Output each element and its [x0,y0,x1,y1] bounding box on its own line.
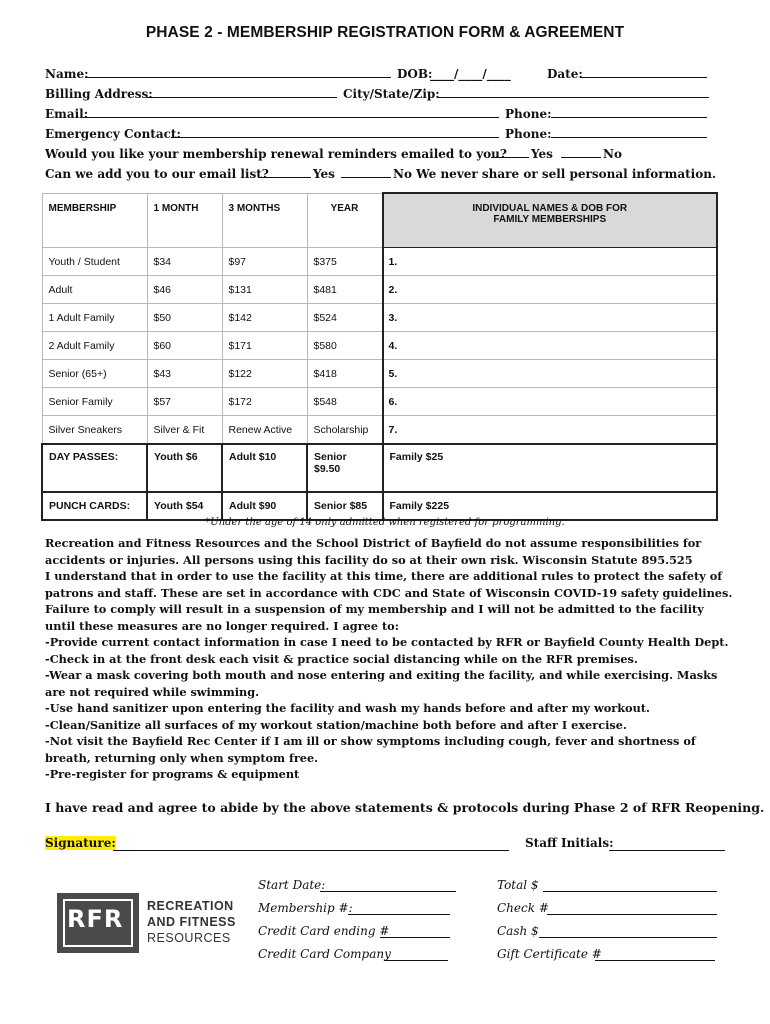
agreement-item: -Not visit the Bayfield Rec Center if I am ill or show symptoms including cough, fever and shortness of breath, returning only when symptom free. [45,734,696,765]
day-passes-label: DAY PASSES: [42,444,147,492]
family-member-slot[interactable]: 5. [383,360,718,388]
membership-type: 2 Adult Family [42,332,147,360]
table-row [42,304,717,332]
day-pass-adult: Adult $10 [222,444,307,492]
agreement-item: -Clean/Sanitize all surfaces of my workout station/machine both before and after I exercise. [45,717,627,732]
day-passes-row [42,444,717,492]
table-row [42,360,717,388]
day-pass-senior [307,444,383,492]
header-year: YEAR [307,193,383,248]
header-membership: MEMBERSHIP [42,193,147,248]
table-row [42,388,717,416]
day-pass-senior-label: Senior [314,451,347,463]
price-1-month: $34 [147,248,222,276]
card-ending-label: Credit Card ending # [258,924,390,938]
contact-fields [45,64,725,184]
family-member-slot[interactable]: 2. [383,276,718,304]
table-row [42,248,717,276]
date-field[interactable] [581,64,707,78]
start-date-field[interactable] [320,878,456,892]
table-header-row [42,193,717,248]
city-label: City/State/Zip: [343,87,440,101]
price-3-months: $97 [222,248,307,276]
price-3-months: $171 [222,332,307,360]
email-list-question: Can we add you to our email list? [45,167,269,181]
price-3-months: $142 [222,304,307,332]
phone-field[interactable] [551,104,707,118]
price-1-month: $57 [147,388,222,416]
phone2-field[interactable] [551,124,707,138]
email-label: Email: [45,107,89,121]
family-member-slot[interactable]: 4. [383,332,718,360]
name-label: Name: [45,67,89,81]
logo-line1: RECREATION [147,899,234,913]
start-date-label: Start Date: [258,878,326,892]
staff-initials-label: Staff Initials: [525,836,614,850]
liability-paragraph: Recreation and Fitness Resources and the School District of Bayfield do not assume responsibilities for accidents or injuries. All persons using this facility do so at their own risk. Wisconsin Statute 895.525 [45,536,702,567]
dob-label: DOB: [397,67,433,81]
day-pass-family: Family $25 [383,444,718,492]
membership-type: Senior Family [42,388,147,416]
membership-number-field[interactable] [348,901,450,915]
price-1-month: $43 [147,360,222,388]
price-year: $580 [307,332,383,360]
cash-field[interactable] [539,924,717,938]
reminders-no-label: No [603,147,622,161]
membership-type: Silver Sneakers [42,416,147,445]
signature-label: Signature: [45,836,116,850]
price-1-month: $60 [147,332,222,360]
date-label: Date: [547,67,583,81]
gift-certificate-label: Gift Certificate # [497,947,602,961]
punch-cards-row [42,492,717,520]
city-field[interactable] [437,84,709,98]
family-member-slot[interactable]: 1. [383,248,718,276]
phone-label: Phone: [505,107,552,121]
list-yes-label: Yes [313,167,335,181]
check-label: Check # [497,901,549,915]
price-1-month: $50 [147,304,222,332]
reminders-yes-field[interactable] [491,144,529,158]
emergency-field[interactable] [171,124,499,138]
logo-line2: AND FITNESS [147,915,236,929]
liability-statement [45,535,735,783]
covid-rules-paragraph: I understand that in order to use the facility at this time, there are additional rules to protect the safety of patrons and staff. These are set in accordance with CDC and State of Wisconsin COVID-19 safety guidelines. Failure to comply will result in a suspension of my membership and I will not be admitted to the facility until these measures are no longer required. I agree to: [45,569,733,633]
agreement-item: -Pre-register for programs & equipment [45,767,300,781]
office-use-right [497,874,602,966]
membership-type: Senior (65+) [42,360,147,388]
day-pass-senior-price: $9.50 [314,463,341,475]
agreement-item: -Use hand sanitizer upon entering the facility and wash my hands before and after my workout. [45,701,650,715]
staff-initials-field[interactable] [609,837,725,851]
rfr-logo-text: RFR [67,905,124,933]
table-row [42,416,717,445]
agreement-statement: I have read and agree to abide by the above statements & protocols during Phase 2 of RFR Reopening. [45,800,765,815]
price-year: $418 [307,360,383,388]
age-footnote: *Under the age of 14 only admitted when registered for programming. [205,517,565,528]
punch-card-senior: Senior $85 [307,492,383,520]
membership-type: Youth / Student [42,248,147,276]
check-field[interactable] [547,901,717,915]
rfr-logo-mark [57,893,139,953]
rfr-logo [57,893,247,953]
price-3-months: $131 [222,276,307,304]
price-year: $481 [307,276,383,304]
table-row [42,332,717,360]
punch-card-adult: Adult $90 [222,492,307,520]
list-yes-field[interactable] [259,164,311,178]
total-label: Total $ [497,878,539,892]
family-header-line1: INDIVIDUAL NAMES & DOB FOR [472,203,628,214]
price-year: $375 [307,248,383,276]
email-field[interactable] [83,104,499,118]
punch-card-youth: Youth $54 [147,492,222,520]
reminders-question: Would you like your membership renewal reminders emailed to you? [45,147,507,161]
family-member-slot[interactable]: 3. [383,304,718,332]
emergency-label: Emergency Contact: [45,127,181,141]
phone2-label: Phone: [505,127,552,141]
form-title: PHASE 2 - MEMBERSHIP REGISTRATION FORM & AGREEMENT [145,24,625,41]
family-member-slot[interactable]: 6. [383,388,718,416]
header-1-month: 1 MONTH [147,193,222,248]
membership-number-label: Membership #: [258,901,353,915]
price-year: $548 [307,388,383,416]
list-no-field[interactable] [341,164,391,178]
gift-certificate-field[interactable] [595,947,715,961]
program-scholarship: Scholarship [307,416,383,445]
family-header-line2: FAMILY MEMBERSHIPS [493,214,607,225]
signature-field[interactable] [113,837,509,851]
card-ending-field[interactable] [380,924,450,938]
punch-cards-label: PUNCH CARDS: [42,492,147,520]
program-silver-fit: Silver & Fit [147,416,222,445]
cash-label: Cash $ [497,924,539,938]
card-company-label: Credit Card Company [258,947,391,961]
day-pass-youth: Youth $6 [147,444,222,492]
list-no-label: No We never share or sell personal information. [393,167,717,181]
signature-row [45,836,725,854]
table-row [42,276,717,304]
agreement-item: -Wear a mask covering both mouth and nose entering and exiting the facility, and while exercising. Masks are not required while swimming. [45,668,718,699]
agreement-item: -Provide current contact information in case I need to be contacted by RFR or Bayfield County Health Dept. [45,635,729,649]
reminders-yes-label: Yes [531,147,553,161]
billing-field[interactable] [147,84,337,98]
agreement-item: -Check in at the front desk each visit & practice social distancing while on the RFR premises. [45,651,638,666]
family-member-slot[interactable]: 7. [383,416,718,445]
card-company-field[interactable] [384,947,448,961]
reminders-no-field[interactable] [561,144,601,158]
price-year: $524 [307,304,383,332]
header-3-months: 3 MONTHS [222,193,307,248]
dob-field[interactable]: ____/____/____ [430,67,511,81]
membership-type: 1 Adult Family [42,304,147,332]
logo-line3: RESOURCES [147,931,231,945]
price-3-months: $122 [222,360,307,388]
billing-label: Billing Address: [45,87,153,101]
total-field[interactable] [543,878,717,892]
punch-card-family: Family $225 [383,492,718,520]
program-renew-active: Renew Active [222,416,307,445]
price-3-months: $172 [222,388,307,416]
office-use-left [258,874,391,966]
name-field[interactable] [85,64,391,78]
membership-table [41,192,718,521]
membership-type: Adult [42,276,147,304]
price-1-month: $46 [147,276,222,304]
rfr-logo-wordmark [147,898,236,946]
header-family-names [383,193,718,248]
